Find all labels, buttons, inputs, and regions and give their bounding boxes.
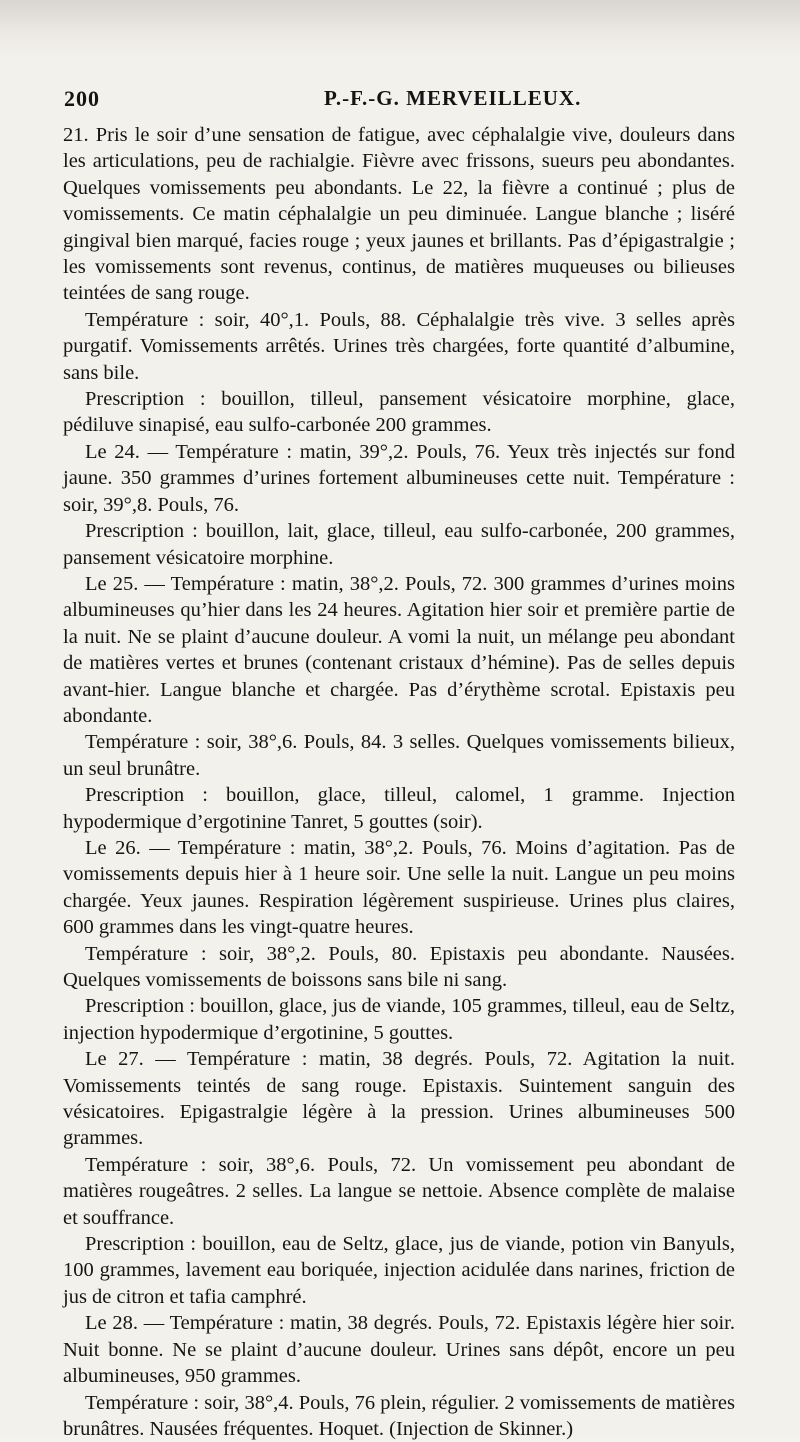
paragraph: Température : soir, 40°,1. Pouls, 88. Céphalalgie très vive. 3 selles après purgatif. Vomissements arrêtés. Urines très chargées, forte quantité d’albumine, sans bile. [63, 307, 735, 386]
paragraph: Température : soir, 38°,6. Pouls, 84. 3 selles. Quelques vomissements bilieux, un seul brunâtre. [63, 729, 735, 782]
paragraph: Prescription : bouillon, lait, glace, tilleul, eau sulfo-carbonée, 200 grammes, pansement vésicatoire morphine. [63, 518, 735, 571]
paragraph: Température : soir, 38°,6. Pouls, 72. Un vomissement peu abondant de matières rougeâtres. 2 selles. La langue se nettoie. Absence complète de malaise et souffrance. [63, 1152, 735, 1231]
page-number: 200 [64, 86, 100, 112]
paragraph: Prescription : bouillon, tilleul, pansement vésicatoire morphine, glace, pédiluve sinapisé, eau sulfo-carbonée 200 grammes. [63, 386, 735, 439]
paragraph: Le 25. — Température : matin, 38°,2. Pouls, 72. 300 grammes d’urines moins albumineuses qu’hier dans les 24 heures. Agitation hier soir et première partie de la nuit. Ne se plaint d’aucune douleur. A vomi la nuit, un mélange peu abondant de matières vertes et brunes (contenant cristaux d’hémine). Pas de selles depuis avant-hier. Langue blanche et chargée. Pas d’érythème scrotal. Epistaxis peu abondante. [63, 571, 735, 729]
running-head: P.-F.-G. MERVEILLEUX. [324, 86, 581, 111]
paragraph: Prescription : bouillon, glace, tilleul, calomel, 1 gramme. Injection hypodermique d’ergotinine Tanret, 5 gouttes (soir). [63, 782, 735, 835]
paragraph: Température : soir, 38°,4. Pouls, 76 plein, régulier. 2 vomissements de matières brunâtres. Nausées fréquentes. Hoquet. (Injection de Skinner.) [63, 1390, 735, 1442]
body-text [63, 122, 735, 1442]
paragraph: 21. Pris le soir d’une sensation de fatigue, avec céphalalgie vive, douleurs dans les articulations, peu de rachialgie. Fièvre avec frissons, sueurs peu abondantes. Quelques vomissements peu abondants. Le 22, la fièvre a continué ; plus de vomissements. Ce matin céphalalgie un peu diminuée. Langue blanche ; liséré gingival bien marqué, facies rouge ; yeux jaunes et brillants. Pas d’épigastralgie ; les vomissements sont revenus, continus, de matières muqueuses ou bilieuses teintées de sang rouge. [63, 122, 735, 307]
scan-shadow [0, 0, 800, 58]
paragraph: Le 26. — Température : matin, 38°,2. Pouls, 76. Moins d’agitation. Pas de vomissements depuis hier à 1 heure soir. Une selle la nuit. Langue un peu moins chargée. Yeux jaunes. Respiration légèrement suspirieuse. Urines plus claires, 600 grammes dans les vingt-quatre heures. [63, 835, 735, 941]
paragraph: Prescription : bouillon, glace, jus de viande, 105 grammes, tilleul, eau de Seltz, injection hypodermique d’ergotinine, 5 gouttes. [63, 993, 735, 1046]
page-header [64, 86, 744, 116]
paragraph: Prescription : bouillon, eau de Seltz, glace, jus de viande, potion vin Banyuls, 100 grammes, lavement eau boriquée, injection acidulée dans narines, friction de jus de citron et tafia camphré. [63, 1231, 735, 1310]
paragraph: Température : soir, 38°,2. Pouls, 80. Epistaxis peu abondante. Nausées. Quelques vomissements de boissons sans bile ni sang. [63, 941, 735, 994]
paragraph: Le 24. — Température : matin, 39°,2. Pouls, 76. Yeux très injectés sur fond jaune. 350 grammes d’urines fortement albumineuses cette nuit. Température : soir, 39°,8. Pouls, 76. [63, 439, 735, 518]
paragraph: Le 28. — Température : matin, 38 degrés. Pouls, 72. Epistaxis légère hier soir. Nuit bonne. Ne se plaint d’aucune douleur. Urines sans dépôt, encore un peu albumineuses, 950 grammes. [63, 1310, 735, 1389]
paragraph: Le 27. — Température : matin, 38 degrés. Pouls, 72. Agitation la nuit. Vomissements teintés de sang rouge. Epistaxis. Suintement sanguin des vésicatoires. Epigastralgie légère à la pression. Urines albumineuses 500 grammes. [63, 1046, 735, 1152]
